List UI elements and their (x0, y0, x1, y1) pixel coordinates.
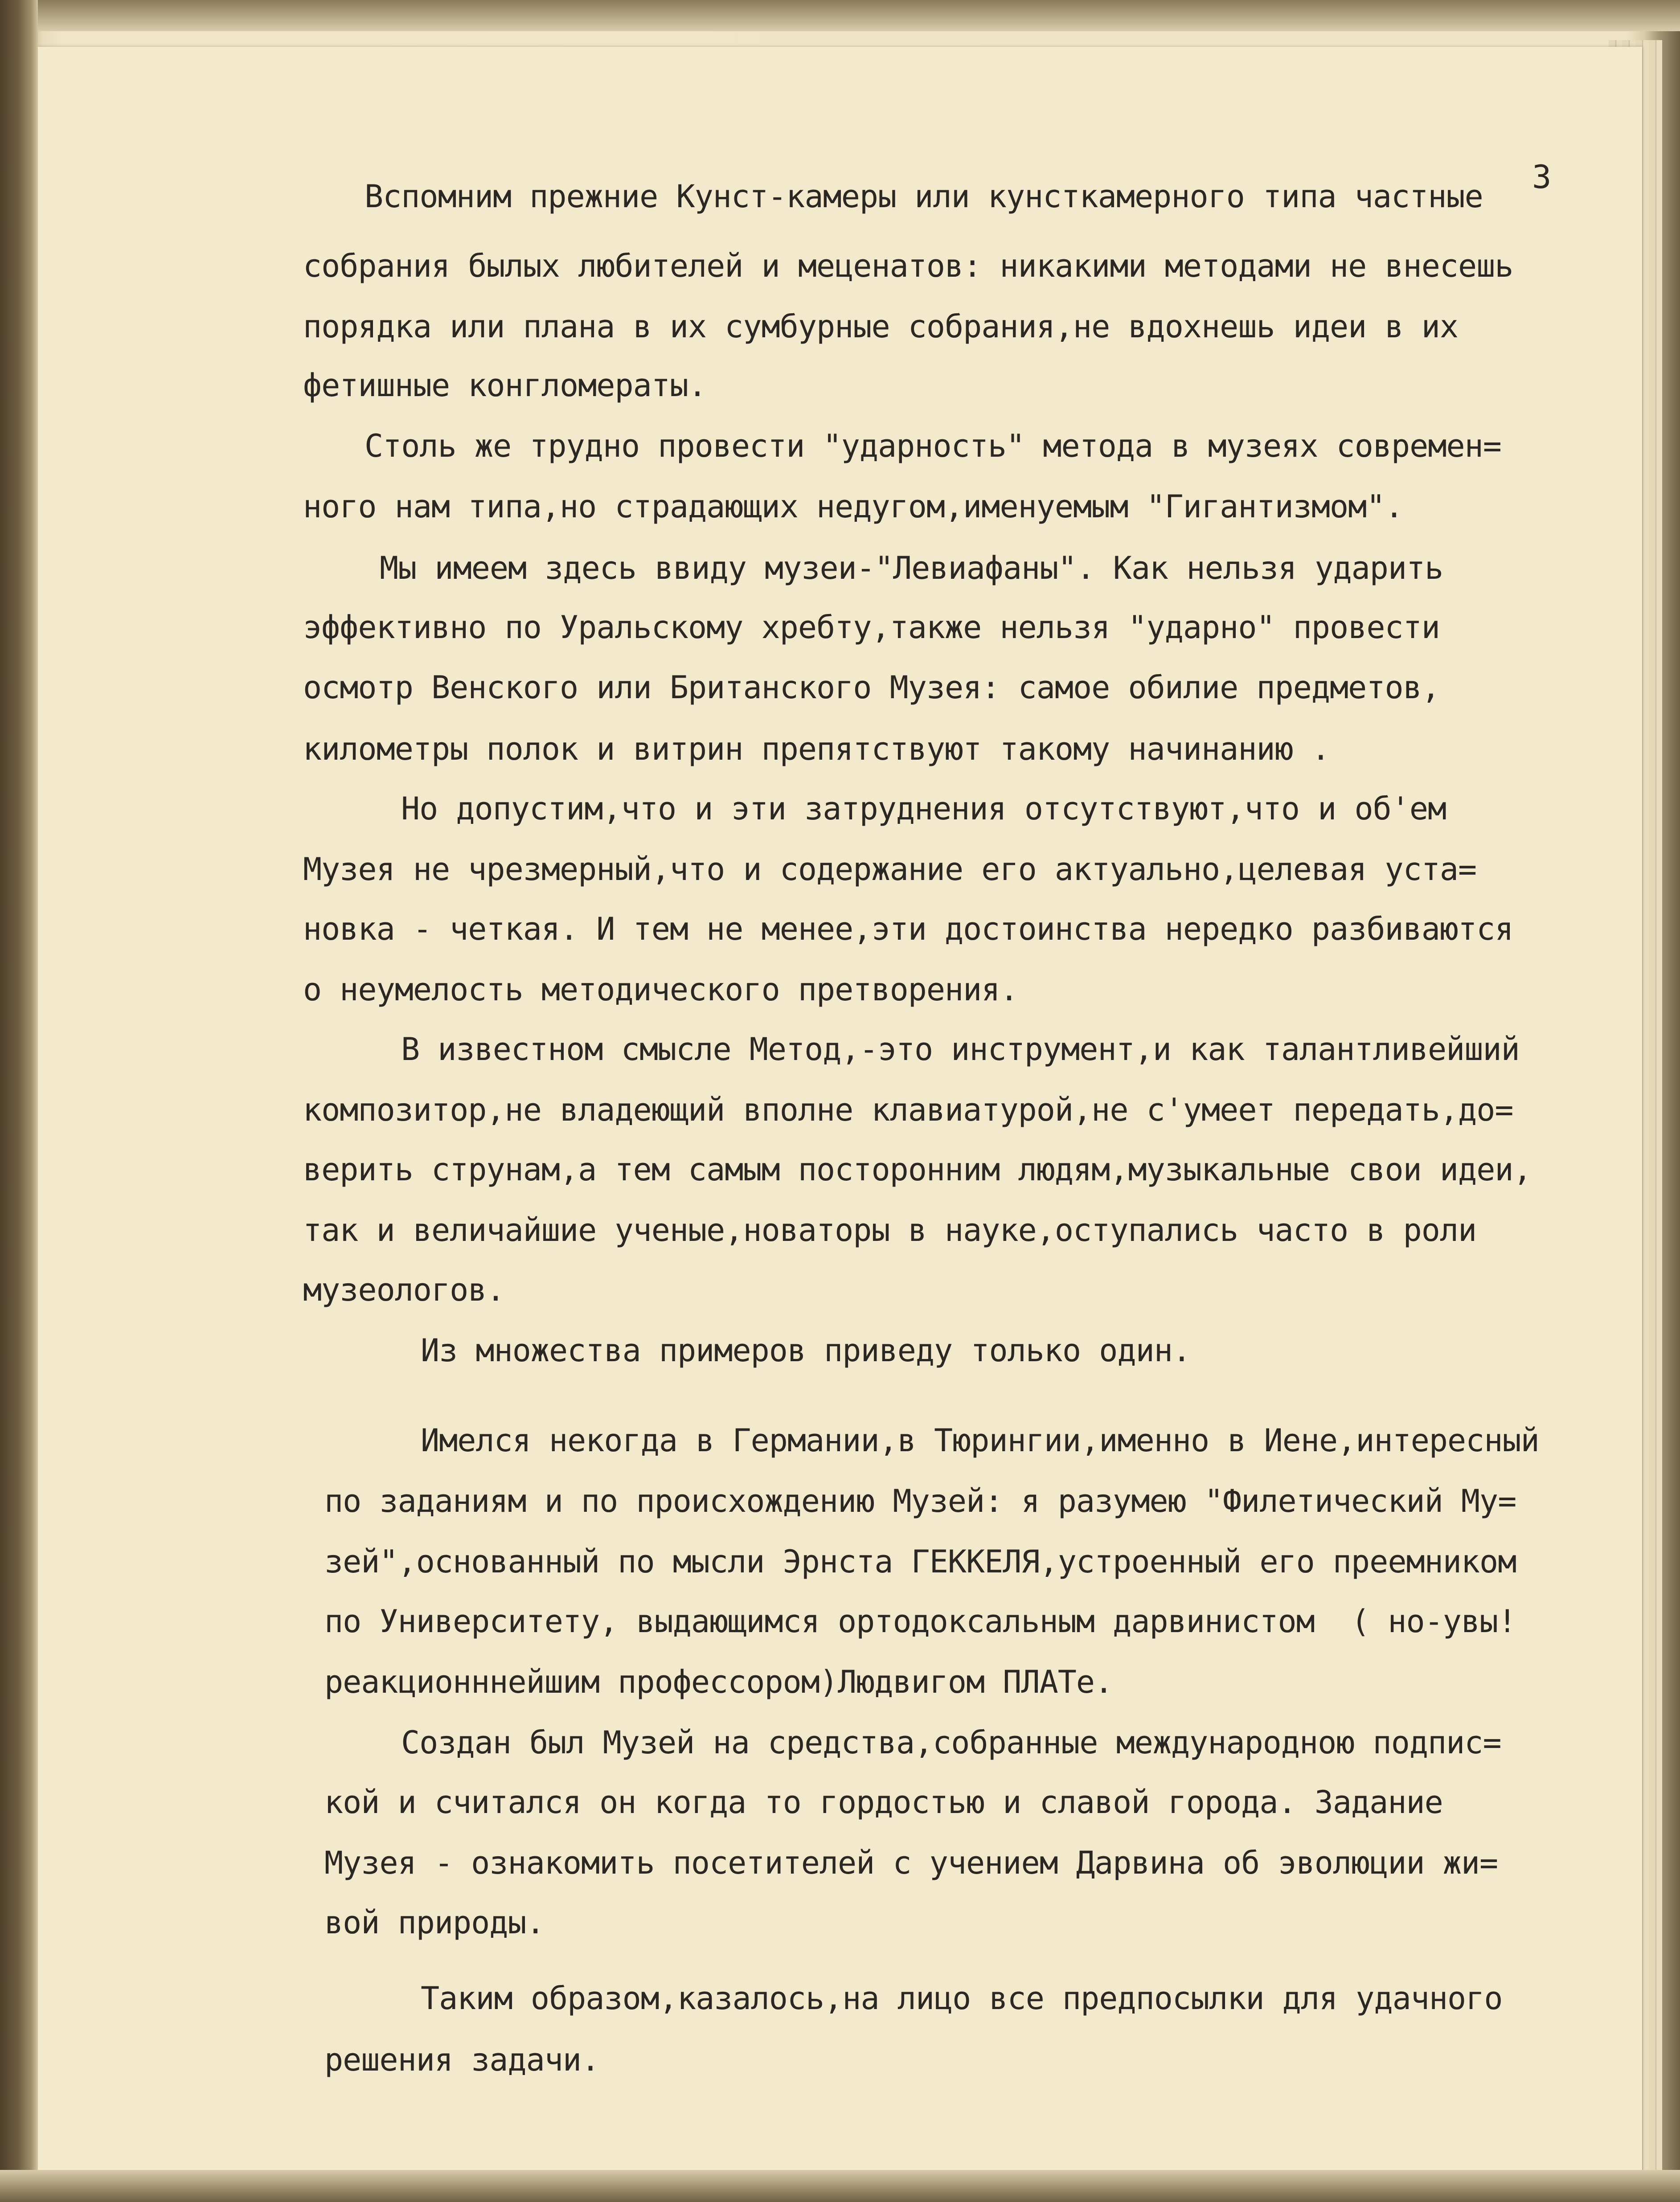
text-line: новка - четкая. И тем не менее,эти достоинства нередко разбиваются (303, 911, 1513, 947)
text-line: Музея - ознакомить посетителей с учением Дарвина об эволюции жи= (324, 1845, 1498, 1881)
text-line: о неумелость методического претворения. (303, 971, 1018, 1008)
text-line: Имелся некогда в Германии,в Тюрингии,именно в Иене,интересный (421, 1422, 1539, 1459)
text-line: Вспомним прежние Кунст-камеры или кунсткамерного типа частные (365, 178, 1483, 215)
text-line: композитор,не владеющий вполне клавиатурой,не с'умеет передать,до= (303, 1092, 1513, 1128)
text-line: собрания былых любителей и меценатов: никакими методами не внесешь (303, 248, 1513, 284)
text-line: по Университету, выдающимся ортодоксальным дарвинистом ( но-увы! (324, 1603, 1516, 1640)
text-line: Музея не чрезмерный,что и содержание его актуально,целевая уста= (303, 851, 1477, 888)
text-line: ного нам типа,но страдающих недугом,именуемым "Гигантизмом". (303, 488, 1403, 525)
text-line: километры полок и витрин препятствуют такому начинанию . (303, 731, 1330, 767)
text-line: Таким образом,казалось,на лицо все предпосылки для удачного (421, 1980, 1503, 2017)
text-line: В известном смысле Метод,-это инструмент,и как талантливейший (401, 1031, 1520, 1068)
text-line: осмотр Венского или Британского Музея: самое обилие предметов, (303, 669, 1440, 706)
text-line: фетишные конгломераты. (303, 367, 707, 404)
text-line: вой природы. (324, 1904, 545, 1941)
text-line: эффективно по Уральскому хребту,также нельзя "ударно" провести (303, 609, 1440, 646)
page-number: 3 (1532, 158, 1552, 196)
text-line: музеологов. (303, 1272, 505, 1308)
text-line: так и величайшие ученые,новаторы в науке,оступались часто в роли (303, 1212, 1477, 1248)
text-line: зей",основанный по мысли Эрнста ГЕККЕЛЯ,устроенный его преемником (324, 1543, 1516, 1580)
text-line: решения задачи. (324, 2042, 600, 2078)
text-line: порядка или плана в их сумбурные собрания,не вдохнешь идеи в их (303, 308, 1459, 345)
text-line: Мы имеем здесь ввиду музеи-"Левиафаны". Как нельзя ударить (380, 550, 1443, 586)
text-line: Создан был Музей на средства,собранные международною подпис= (401, 1724, 1501, 1761)
text-line: Но допустим,что и эти затруднения отсутствуют,что и об'ем (401, 790, 1446, 827)
text-line: Столь же трудно провести "ударность" метода в музеях современ= (365, 428, 1501, 464)
text-line: кой и считался он когда то гордостью и славой города. Задание (324, 1784, 1443, 1821)
text-line: по заданиям и по происхождению Музей: я разумею "Филетический Му= (324, 1483, 1516, 1519)
text-line: реакционннейшим профессором)Людвигом ПЛАТе. (324, 1664, 1113, 1700)
text-line: Из множества примеров приведу только один. (421, 1332, 1191, 1369)
text-line: верить струнам,а тем самым посторонним людям,музыкальные свои идеи, (303, 1151, 1532, 1188)
